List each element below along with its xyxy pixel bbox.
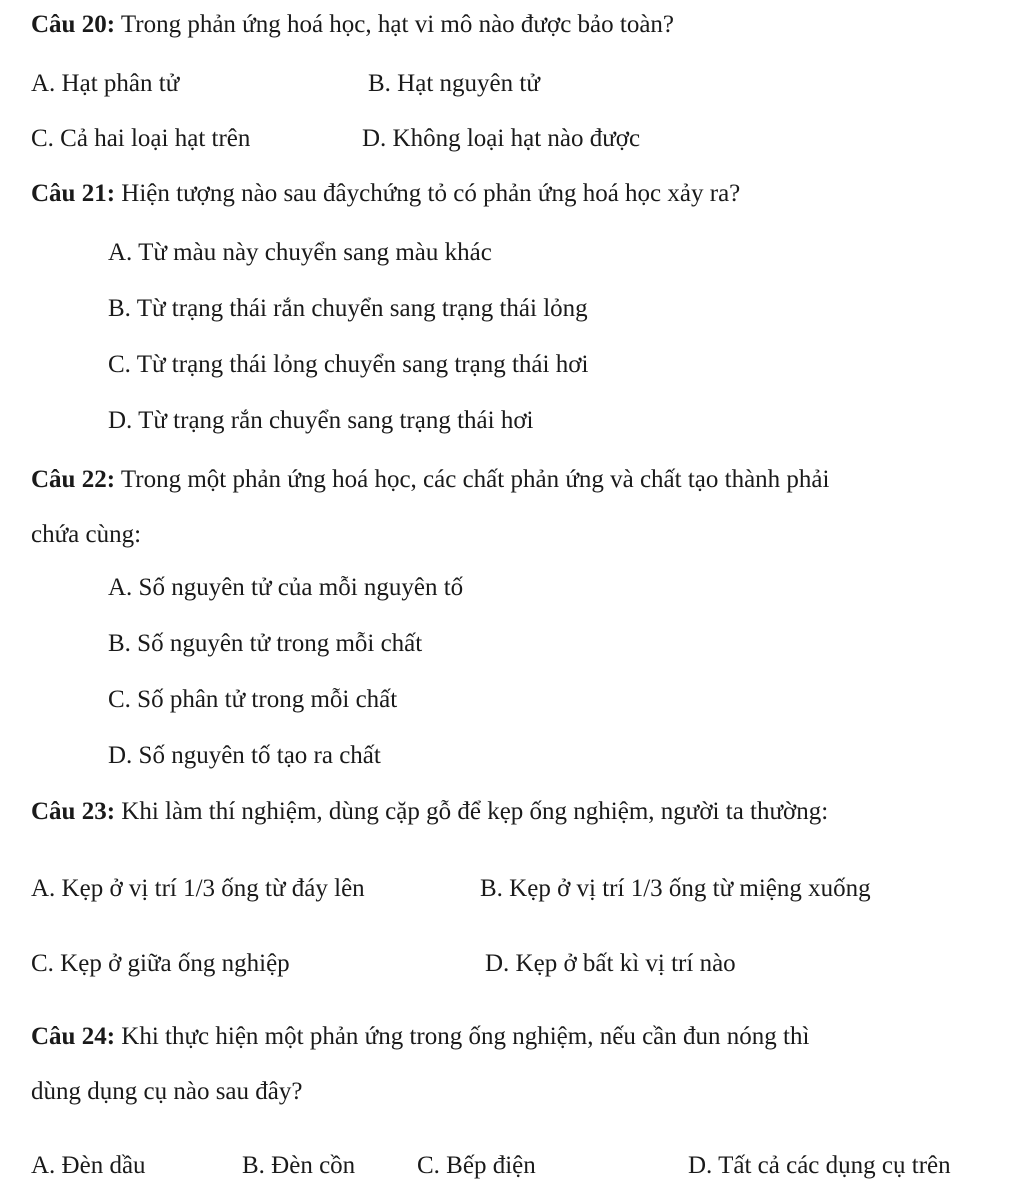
question-20-option-a: A. Hạt phân tử: [31, 70, 180, 97]
question-20-stem: [31, 12, 674, 37]
question-20-option-b: B. Hạt nguyên tử: [368, 70, 540, 97]
question-24-text-line1: Khi thực hiện một phản ứng trong ống nghiệm, nếu cần đun nóng thì: [115, 1023, 810, 1050]
question-24-stem: [31, 1024, 809, 1049]
question-20-label: Câu 20:: [31, 11, 116, 38]
question-21-option-c: C. Từ trạng thái lỏng chuyển sang trạng thái hơi: [108, 351, 589, 378]
question-24-option-d: D. Tất cả các dụng cụ trên: [688, 1152, 951, 1179]
question-24-text-line2: dùng dụng cụ nào sau đây?: [31, 1078, 303, 1105]
question-22-option-c: C. Số phân tử trong mỗi chất: [108, 686, 398, 713]
question-21-stem: [31, 181, 740, 206]
question-22-label: Câu 22:: [31, 466, 116, 493]
question-23-option-a: A. Kẹp ở vị trí 1/3 ống từ đáy lên: [31, 875, 365, 902]
question-24-option-a: A. Đèn dầu: [31, 1152, 146, 1179]
question-23-label: Câu 23:: [31, 798, 116, 825]
question-24-option-b: B. Đèn cồn: [242, 1152, 356, 1179]
question-20-option-c: C. Cả hai loại hạt trên: [31, 125, 251, 152]
question-23-stem: [31, 799, 828, 824]
question-20-text: Trong phản ứng hoá học, hạt vi mô nào được bảo toàn?: [115, 11, 675, 38]
question-22-text-line1: Trong một phản ứng hoá học, các chất phản ứng và chất tạo thành phải: [115, 466, 830, 493]
question-24-label: Câu 24:: [31, 1023, 116, 1050]
question-21-option-d: D. Từ trạng rắn chuyển sang trạng thái hơi: [108, 407, 534, 434]
question-23-text: Khi làm thí nghiệm, dùng cặp gỗ để kẹp ống nghiệm, người ta thường:: [115, 798, 829, 825]
question-23-option-b: B. Kẹp ở vị trí 1/3 ống từ miệng xuống: [480, 875, 871, 902]
question-22-option-a: A. Số nguyên tử của mỗi nguyên tố: [108, 574, 464, 601]
question-21-option-b: B. Từ trạng thái rắn chuyển sang trạng thái lỏng: [108, 295, 588, 322]
question-21-label: Câu 21:: [31, 180, 116, 207]
question-23-option-c: C. Kẹp ở giữa ống nghiệp: [31, 950, 290, 977]
question-23-option-d: D. Kẹp ở bất kì vị trí nào: [485, 950, 736, 977]
question-21-text: Hiện tượng nào sau đâychứng tỏ có phản ứng hoá học xảy ra?: [115, 180, 741, 207]
question-24-option-c: C. Bếp điện: [417, 1152, 536, 1179]
question-22-stem: [31, 467, 829, 492]
question-22-option-b: B. Số nguyên tử trong mỗi chất: [108, 630, 423, 657]
question-22-text-line2: chứa cùng:: [31, 521, 142, 548]
question-22-option-d: D. Số nguyên tố tạo ra chất: [108, 742, 381, 769]
question-21-option-a: A. Từ màu này chuyển sang màu khác: [108, 239, 492, 266]
question-20-option-d: D. Không loại hạt nào được: [362, 125, 641, 152]
